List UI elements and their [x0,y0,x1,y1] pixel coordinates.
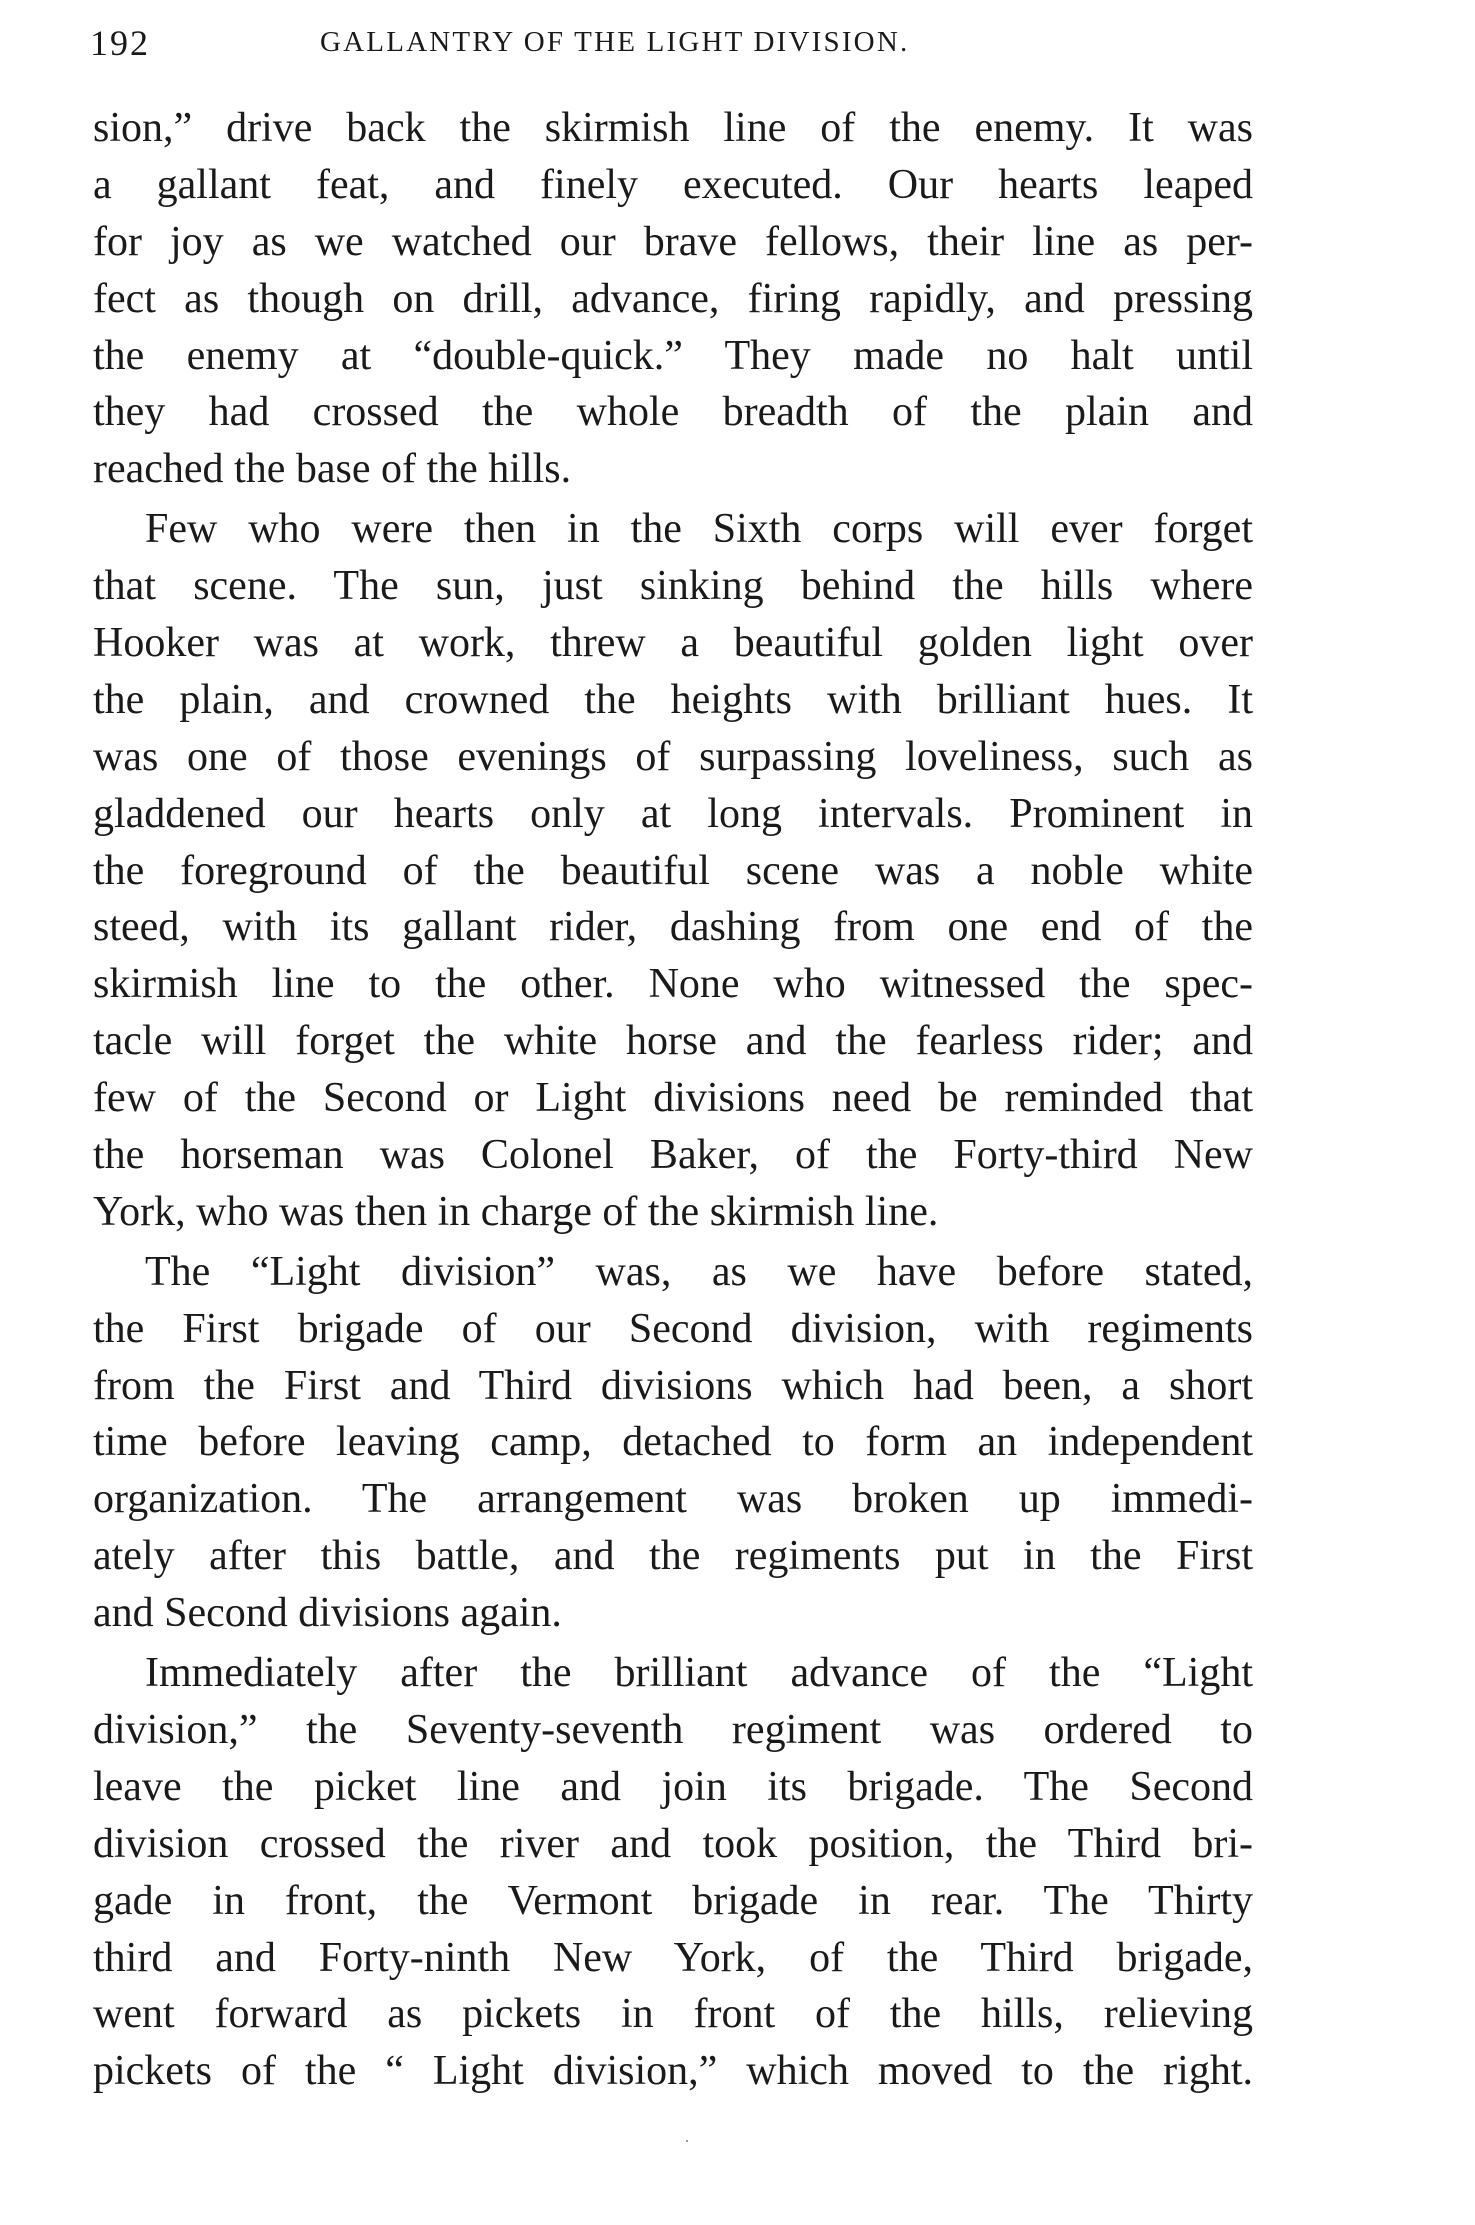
text-line: from the First and Third divisions which had been, a short [93,1362,1253,1409]
text-line: a gallant feat, and finely executed. Our hearts leaped [93,161,1253,208]
text-line: Immediately after the brilliant advance of the “Light [145,1650,1253,1697]
text-line: the First brigade of our Second division, with regiments [93,1305,1253,1352]
text-line: the foreground of the beautiful scene was a noble white [93,847,1253,894]
text-line: gade in front, the Vermont brigade in rear. The Thirty [93,1877,1253,1924]
text-line: fect as though on drill, advance, firing rapidly, and pressing [93,275,1253,322]
text-line: skirmish line to the other. None who witnessed the spec- [93,961,1253,1008]
text-line: few of the Second or Light divisions need be reminded that [93,1075,1253,1122]
running-head [90,22,1260,72]
page-number: 192 [90,23,150,63]
text-line: The “Light division” was, as we have before stated, [145,1248,1253,1295]
text-line: the horseman was Colonel Baker, of the Forty-third New [93,1132,1253,1179]
running-head-title: GALLANTRY OF THE LIGHT DIVISION. [320,26,910,58]
paragraph-2 [93,501,1253,1241]
text-line: York, who was then in charge of the skirmish line. [93,1188,939,1235]
text-line: pickets of the “ Light division,” which moved to the right. [93,2048,1253,2095]
text-line: went forward as pickets in front of the hills, relieving [93,1991,1253,2038]
paragraph-1 [93,100,1253,498]
text-line: sion,” drive back the skirmish line of the enemy. It was [93,105,1253,151]
scan-speck [686,2140,688,2142]
paragraph-3 [93,1244,1253,1642]
text-line: time before leaving camp, detached to form an independent [93,1419,1253,1466]
text-line: and Second divisions again. [93,1590,562,1637]
text-line: gladdened our hearts only at long intervals. Prominent in [93,790,1253,837]
text-line: for joy as we watched our brave fellows, their line as per- [93,218,1253,265]
paragraph-4 [93,1645,1253,2100]
text-line: tacle will forget the white horse and the fearless rider; and [93,1018,1253,1065]
text-line: Hooker was at work, threw a beautiful golden light over [93,620,1253,667]
text-line: leave the picket line and join its brigade. The Second [93,1763,1253,1810]
text-line: they had crossed the whole breadth of the plain and [93,389,1253,436]
text-line: Few who were then in the Sixth corps will ever forget [145,506,1253,553]
text-line: organization. The arrangement was broken up immedi- [93,1476,1253,1523]
text-line: reached the base of the hills. [93,446,572,493]
text-line: that scene. The sun, just sinking behind the hills where [93,563,1253,610]
text-line: division crossed the river and took position, the Third bri- [93,1820,1253,1867]
text-line: the plain, and crowned the heights with brilliant hues. It [93,676,1253,723]
text-line: ately after this battle, and the regiments put in the First [93,1533,1253,1580]
text-line: was one of those evenings of surpassing loveliness, such as [93,733,1253,780]
text-line: division,” the Seventy-seventh regiment was ordered to [93,1706,1253,1753]
text-line: the enemy at “double-quick.” They made no halt until [93,332,1253,379]
text-line: steed, with its gallant rider, dashing from one end of the [93,904,1253,951]
text-line: third and Forty-ninth New York, of the Third brigade, [93,1934,1253,1981]
body-text [93,100,1253,2100]
